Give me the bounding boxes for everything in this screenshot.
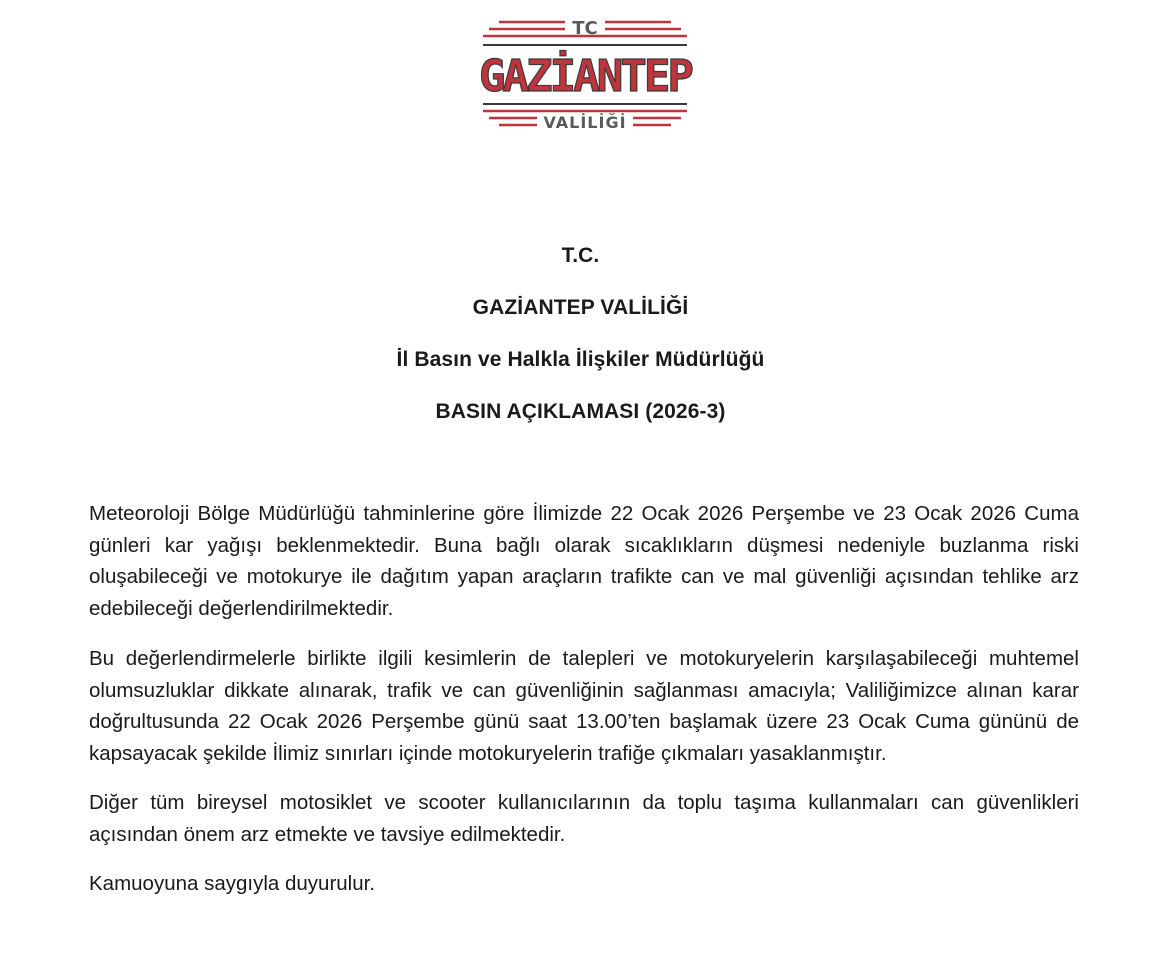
gaziantep-valiligi-logo [475, 14, 697, 138]
header-directorate: İl Basın ve Halkla İlişkiler Müdürlüğü [396, 348, 765, 371]
body-paragraph-1: Meteoroloji Bölge Müdürlüğü tahminlerine göre İlimizde 22 Ocak 2026 Perşembe ve 23 Ocak 2026 Cuma günleri kar yağışı beklenmektedir. Buna bağlı olarak sıcaklıkların düşmesi nedeniyle buzlanma riski oluşabileceği ve motokurye ile dağıtım yapan araçların trafikte can ve mal güvenliği açısından tehlike arz edebileceği değerlendirilmektedir. [89, 502, 1079, 620]
logo-main-text: GAZİANTEP [479, 51, 691, 102]
header-tc: T.C. [561, 244, 600, 267]
logo-bottom-text: VALİLİĞİ [543, 113, 627, 132]
header-press-release-title: BASIN AÇIKLAMASI (2026-3) [435, 400, 726, 423]
header-governorship: GAZİANTEP VALİLİĞİ [472, 296, 689, 319]
logo-tc-text: TC [572, 18, 598, 39]
body-paragraph-3: Diğer tüm bireysel motosiklet ve scooter kullanıcılarının da toplu taşıma kullanmaları can güvenlikleri açısından önem arz etmekte ve tavsiye edilmektedir. [89, 791, 1079, 846]
body-paragraph-2: Bu değerlendirmelerle birlikte ilgili kesimlerin de talepleri ve motokuryelerin karşılaşabileceği muhtemel olumsuzluklar dikkate alınarak, trafik ve can güvenliğinin sağlanması amacıyla; Valiliğimizce alınan karar doğrultusunda 22 Ocak 2026 Perşembe günü saat 13.00’ten başlamak üzere 23 Ocak Cuma gününü de kapsayacak şekilde İlimiz sınırları içinde motokuryelerin trafiğe çıkmaları yasaklanmıştır. [89, 647, 1079, 765]
body-paragraph-4: Kamuoyuna saygıyla duyurulur. [89, 872, 376, 895]
